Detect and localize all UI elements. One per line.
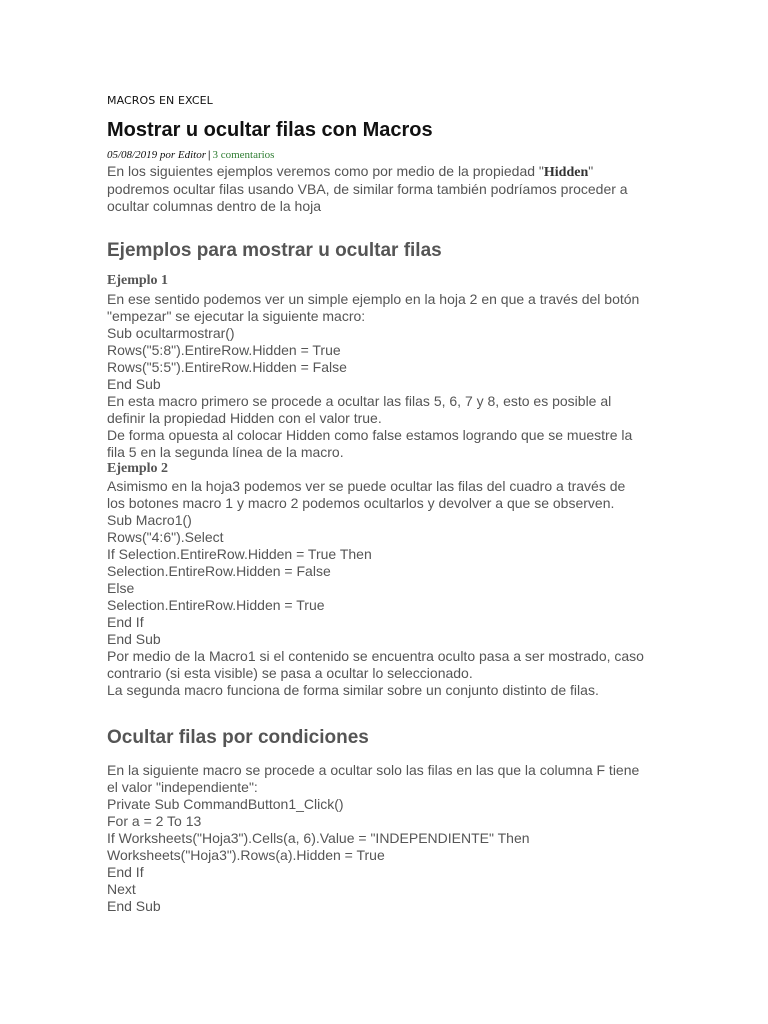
intro-text: En los siguientes ejemplos veremos como por medio de la propiedad " [107, 163, 544, 179]
code-line: Next [107, 881, 136, 897]
text-line: Asimismo en la hoja3 podemos ver se puede ocultar las filas del cuadro a través de [107, 478, 626, 494]
code-line: If Worksheets("Hoja3").Cells(a, 6).Value = "INDEPENDIENTE" Then [107, 830, 530, 846]
code-line: For a = 2 To 13 [107, 813, 202, 829]
code-line: End Sub [107, 376, 161, 392]
example-1-body [107, 291, 687, 461]
code-line: End Sub [107, 898, 161, 914]
code-line: End Sub [107, 631, 161, 647]
intro-line: ocultar columnas dentro de la hoja [107, 198, 322, 214]
conditions-body [107, 762, 687, 915]
page-title: Mostrar u ocultar filas con Macros [107, 119, 433, 141]
section-heading-examples: Ejemplos para mostrar u ocultar filas [107, 240, 442, 261]
text-line: los botones macro 1 y macro 2 podemos ocultarlos y devolver a que se observen. [107, 495, 615, 511]
comments-link[interactable]: 3 comentarios [212, 149, 275, 161]
text-line: En ese sentido podemos ver un simple ejemplo en la hoja 2 en que a través del botón [107, 291, 640, 307]
code-line: Selection.EntireRow.Hidden = True [107, 597, 325, 613]
intro-text-end: " [588, 163, 594, 179]
section-heading-conditions: Ocultar filas por condiciones [107, 727, 369, 748]
intro-line: podremos ocultar filas usando VBA, de similar forma también podríamos proceder a [107, 181, 628, 197]
meta-separator: | [208, 149, 211, 161]
code-line: If Selection.EntireRow.Hidden = True Then [107, 546, 372, 562]
post-date-author: 05/08/2019 por Editor [107, 149, 207, 161]
code-line: Rows("5:5").EntireRow.Hidden = False [107, 359, 347, 375]
code-line: Selection.EntireRow.Hidden = False [107, 563, 331, 579]
text-line: En esta macro primero se procede a ocultar las filas 5, 6, 7 y 8, esto es posible al [107, 393, 612, 409]
intro-paragraph [107, 163, 687, 215]
text-line: De forma opuesta al colocar Hidden como false estamos logrando que se muestre la [107, 427, 633, 443]
post-meta [107, 149, 274, 161]
text-line: En la siguiente macro se procede a ocultar solo las filas en las que la columna F tiene [107, 762, 640, 778]
text-line: contrario (si esta visible) se pasa a ocultar lo seleccionado. [107, 665, 473, 681]
code-line: End If [107, 864, 144, 880]
code-line: End If [107, 614, 144, 630]
hidden-keyword: Hidden [543, 165, 589, 180]
example-2-heading: Ejemplo 2 [107, 461, 169, 476]
code-line: Else [107, 580, 135, 596]
intro-line [107, 163, 687, 181]
text-line: definir la propiedad Hidden con el valor true. [107, 410, 382, 426]
text-line: Por medio de la Macro1 si el contenido se encuentra oculto pasa a ser mostrado, caso [107, 648, 644, 664]
code-line: Sub Macro1() [107, 512, 192, 528]
category-label[interactable]: MACROS EN EXCEL [107, 94, 213, 107]
code-line: Rows("5:8").EntireRow.Hidden = True [107, 342, 341, 358]
code-line: Worksheets("Hoja3").Rows(a).Hidden = True [107, 847, 385, 863]
example-1-heading: Ejemplo 1 [107, 273, 169, 288]
code-line: Private Sub CommandButton1_Click() [107, 796, 344, 812]
text-line: el valor "independiente": [107, 779, 258, 795]
code-line: Rows("4:6").Select [107, 529, 224, 545]
code-line: Sub ocultarmostrar() [107, 325, 235, 341]
text-line: La segunda macro funciona de forma similar sobre un conjunto distinto de filas. [107, 682, 599, 698]
example-2-body [107, 478, 687, 699]
text-line: fila 5 en la segunda línea de la macro. [107, 444, 344, 460]
text-line: "empezar" se ejecutar la siguiente macro: [107, 308, 366, 324]
